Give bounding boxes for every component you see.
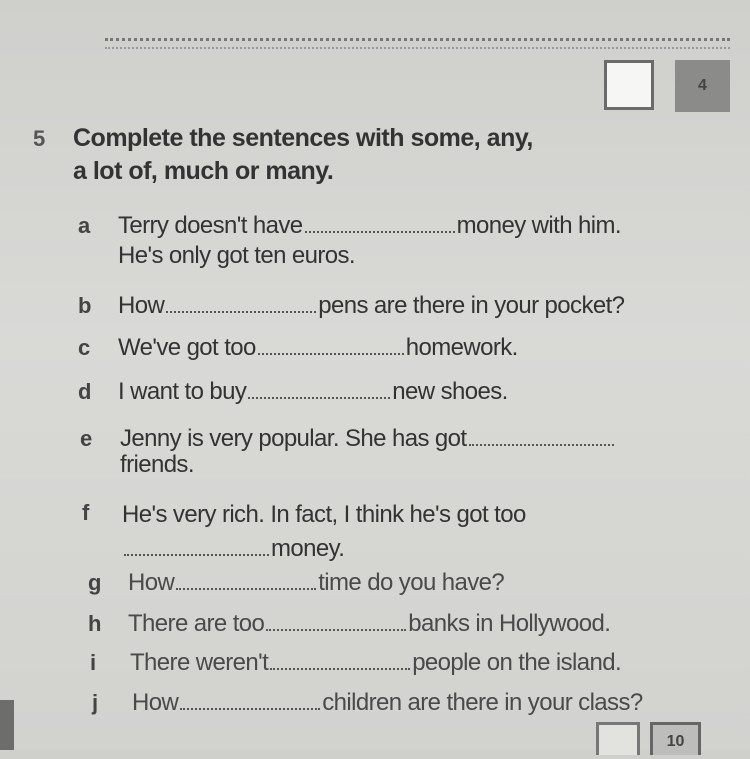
- instruction-line-2: a lot of, much or many.: [73, 157, 334, 185]
- answer-blank[interactable]: [266, 609, 406, 631]
- item-text-after: children are there in your class?: [322, 689, 643, 716]
- item-text-line2: money.: [271, 535, 345, 562]
- item-letter: j: [92, 690, 98, 715]
- item-text-after: money with him.: [456, 212, 621, 239]
- item-letter: d: [78, 379, 91, 404]
- item-letter: g: [88, 570, 101, 595]
- item-text-after: time do you have?: [318, 569, 505, 596]
- instruction-line-1: Complete the sentences with some, any,: [73, 124, 533, 152]
- item-letter: e: [80, 426, 92, 451]
- answer-blank[interactable]: [305, 211, 455, 233]
- item-text-line2: friends.: [120, 451, 194, 478]
- answer-blank[interactable]: [248, 377, 390, 399]
- item-text-after: banks in Hollywood.: [408, 610, 611, 637]
- item-letter: h: [88, 611, 101, 636]
- answer-blank[interactable]: [258, 333, 404, 355]
- item-text-after: pens are there in your pocket?: [318, 292, 625, 319]
- answer-blank[interactable]: [166, 291, 316, 313]
- item-letter: b: [78, 293, 91, 318]
- score-box: [675, 60, 730, 112]
- answer-checkbox[interactable]: [604, 60, 654, 110]
- answer-blank[interactable]: [180, 688, 320, 710]
- answer-blank[interactable]: [124, 534, 269, 556]
- item-letter: c: [78, 335, 90, 360]
- item-text-before: There are too: [128, 610, 265, 637]
- item-text-before: How: [118, 292, 165, 319]
- item-letter: a: [78, 213, 90, 238]
- score-label: 4: [698, 77, 707, 94]
- answer-blank[interactable]: [270, 648, 410, 670]
- item-letter: i: [90, 650, 96, 675]
- item-text-before: We've got too: [118, 334, 256, 361]
- answer-blank[interactable]: [176, 568, 316, 590]
- score-label-bottom: 10: [666, 733, 685, 750]
- answer-blank[interactable]: [469, 424, 614, 446]
- item-text-before: There weren't: [130, 649, 269, 676]
- item-text-before: He's very rich. In fact, I think he's got too: [122, 501, 526, 528]
- item-text-before: Terry doesn't have: [118, 212, 303, 239]
- item-text-line2: He's only got ten euros.: [118, 242, 355, 269]
- top-dotted-rule: [105, 38, 730, 49]
- item-text-before: How: [132, 689, 179, 716]
- item-text-before: I want to buy: [118, 378, 247, 405]
- item-letter: f: [82, 500, 89, 525]
- score-box-bottom: [650, 722, 701, 755]
- exercise-number: 5: [33, 126, 46, 151]
- item-text-after: people on the island.: [412, 649, 622, 676]
- answer-checkbox-bottom[interactable]: [596, 722, 640, 755]
- item-text-after: homework.: [405, 334, 518, 361]
- exercise-instruction: [73, 122, 533, 188]
- item-text-before: Jenny is very popular. She has got: [120, 425, 467, 452]
- page-edge-shadow: [0, 700, 14, 750]
- item-text-after: new shoes.: [392, 378, 508, 405]
- item-text-before: How: [128, 569, 175, 596]
